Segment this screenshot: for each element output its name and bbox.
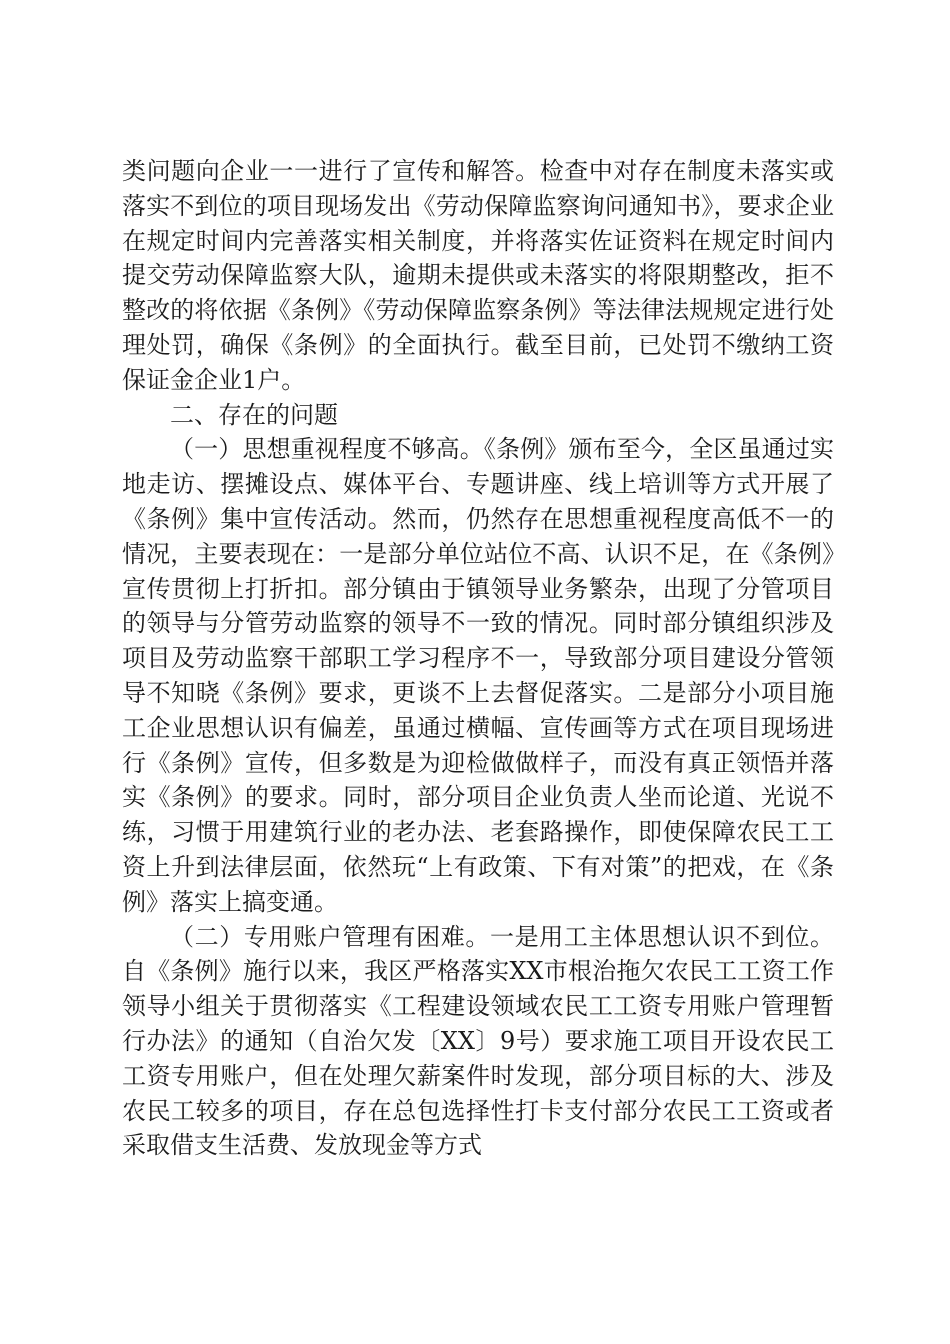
section-heading: 二、存在的问题: [170, 400, 338, 429]
paragraph-continuation: 类问题向企业一一进行了宣传和解答。检查中对存在制度未落实或落实不到位的项目现场发出《劳动保障监察询问通知书》，要求企业在规定时间内完善落实相关制度，并将落实佐证资料在规定时间内提交劳动保障监察大队，逾期未提供或未落实的将限期整改，拒不整改的将依据《条例》《劳动保障监察条例》等法律法规规定进行处理处罚，确保《条例》的全面执行。截至目前，已处罚不缴纳工资保证金企业1户。: [122, 157, 834, 394]
paragraph-ideology: （一）思想重视程度不够高。《条例》颁布至今，全区虽通过实地走访、摆摊设点、媒体平台、专题讲座、线上培训等方式开展了《条例》集中宣传活动。然而，仍然存在思想重视程度高低不一的情况，主要表现在：一是部分单位站位不高、认识不足，在《条例》宣传贯彻上打折扣。部分镇由于镇领导业务繁杂，出现了分管项目的领导与分管劳动监察的领导不一致的情况。同时部分镇组织涉及项目及劳动监察干部职工学习程序不一，导致部分项目建设分管领导不知晓《条例》要求，更谈不上去督促落实。二是部分小项目施工企业思想认识有偏差，虽通过横幅、宣传画等方式在项目现场进行《条例》宣传，但多数是为迎检做做样子，而没有真正领悟并落实《条例》的要求。同时，部分项目企业负责人坐而论道、光说不练，习惯于用建筑行业的老办法、老套路操作，即使保障农民工工资上升到法律层面，依然玩“上有政策、下有对策”的把戏，在《条例》落实上搞变通。: [122, 435, 834, 916]
paragraph-account-management: （二）专用账户管理有困难。一是用工主体思想认识不到位。自《条例》施行以来，我区严格落实XX市根治拖欠农民工工资工作领导小组关于贯彻落实《工程建设领域农民工工资专用账户管理暂行办法》的通知（自治欠发〔XX〕9号）要求施工项目开设农民工工资专用账户，但在处理欠薪案件时发现，部分项目标的大、涉及农民工较多的项目，存在总包选择性打卡支付部分农民工工资或者采取借支生活费、发放现金等方式: [122, 922, 834, 1160]
document-body: [122, 154, 834, 1163]
